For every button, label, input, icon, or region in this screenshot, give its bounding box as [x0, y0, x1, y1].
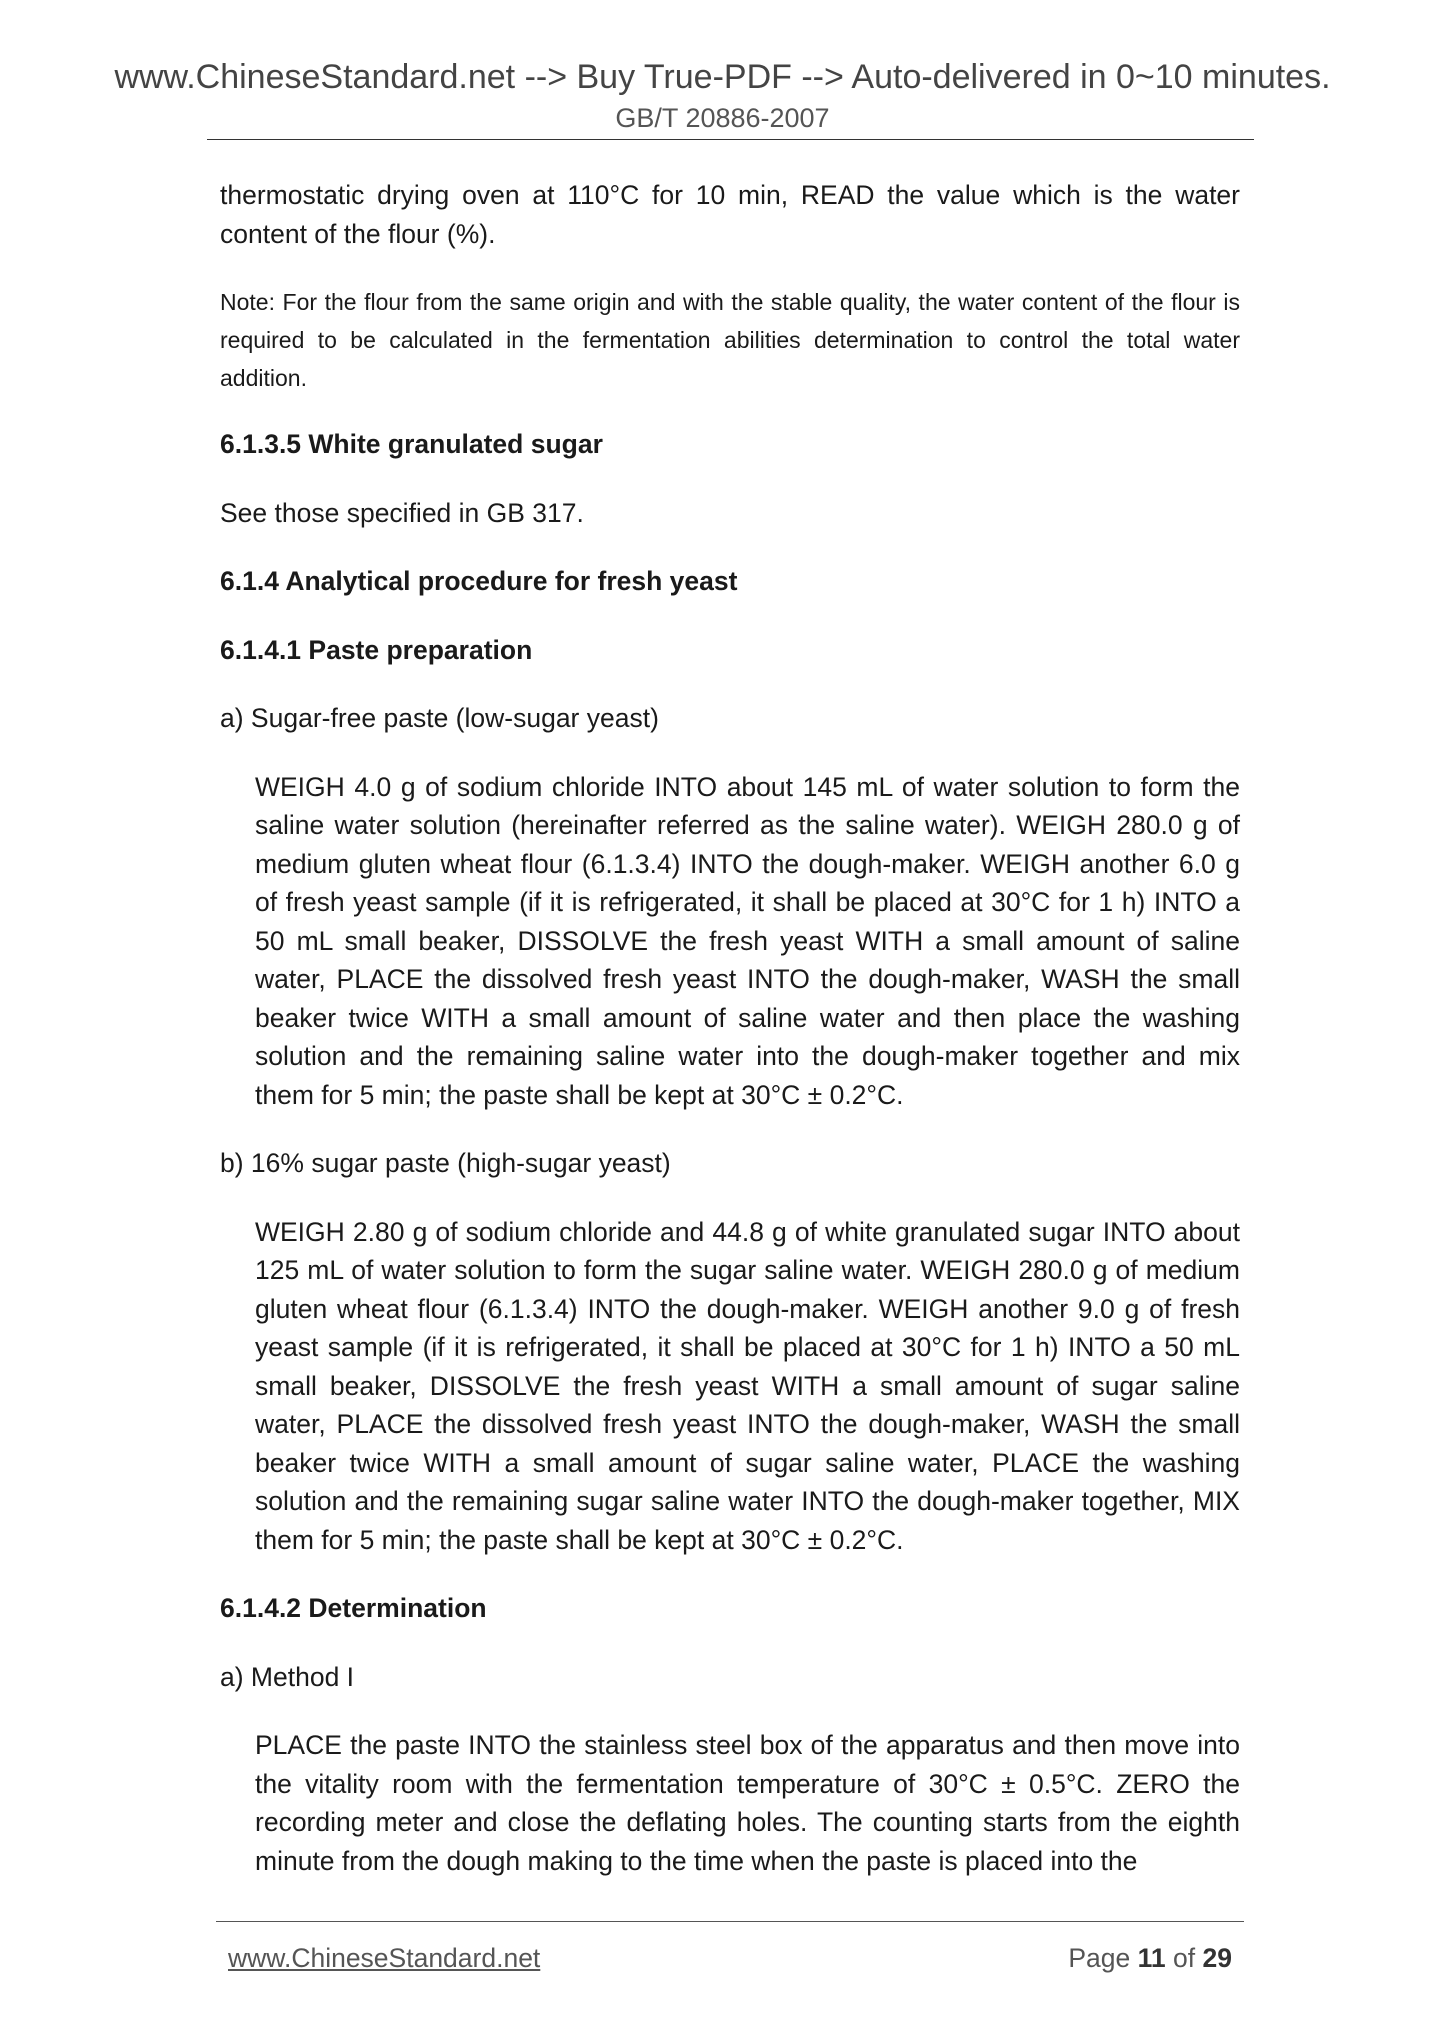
note-paragraph: Note: For the flour from the same origin and with the stable quality, the water content of the flour is required to be calculated in the fermentation abilities determination to control the total water addition. — [220, 289, 1240, 391]
heading-6-1-4-2: 6.1.4.2 Determination — [220, 1593, 487, 1623]
item-b-sugar-paste-text: WEIGH 2.80 g of sodium chloride and 44.8 g of white granulated sugar INTO about 125 mL of water solution to form the sugar saline water. WEIGH 280.0 g of medium gluten wheat flour (6.1.3.4) INTO the dough-maker. WEIGH another 9.0 g of fresh yeast sample (if it is refrigerated, it shall be placed at 30°C for 1 h) INTO a 50 mL small beaker, DISSOLVE the fresh yeast WITH a small amount of sugar saline water, PLACE the dissolved fresh yeast INTO the dough-maker, WASH the small beaker twice WITH a small amount of sugar saline water, PLACE the washing solution and the remaining sugar saline water INTO the dough-maker together, MIX them for 5 min; the paste shall be kept at 30°C ± 0.2°C. — [255, 1216, 1240, 1555]
document-body — [220, 176, 1240, 1910]
paragraph-oven: thermostatic drying oven at 110°C for 10 min, READ the value which is the water content of the flour (%). — [220, 180, 1240, 249]
standard-number: GB/T 20886-2007 — [615, 103, 830, 133]
page-of: of — [1173, 1943, 1196, 1973]
item-a-sugar-free-label: a) Sugar-free paste (low-sugar yeast) — [220, 703, 659, 733]
page-number — [1068, 1940, 1232, 1976]
header-banner[interactable]: www.ChineseStandard.net --> Buy True-PDF --> Auto-delivered in 0~10 minutes. — [114, 58, 1331, 96]
heading-6-1-4-1: 6.1.4.1 Paste preparation — [220, 634, 533, 665]
page-header — [0, 56, 1445, 136]
page-total: 29 — [1202, 1943, 1232, 1973]
heading-6-1-4: 6.1.4 Analytical procedure for fresh yeast — [220, 566, 738, 596]
item-a-sugar-free-text: WEIGH 4.0 g of sodium chloride INTO about 145 mL of water solution to form the saline water solution (hereinafter referred as the saline water). WEIGH 280.0 g of medium gluten wheat flour (6.1.3.4) INTO the dough-maker. WEIGH another 6.0 g of fresh yeast sample (if it is refrigerated, it shall be placed at 30°C for 1 h) INTO a 50 mL small beaker, DISSOLVE the fresh yeast WITH a small amount of saline water, PLACE the dissolved fresh yeast INTO the dough-maker, WASH the small beaker twice WITH a small amount of saline water and then place the washing solution and the remaining saline water into the dough-maker together and mix them for 5 min; the paste shall be kept at 30°C ± 0.2°C. — [255, 771, 1240, 1110]
method-1-label: a) Method I — [220, 1661, 355, 1692]
item-b-sugar-paste-label: b) 16% sugar paste (high-sugar yeast) — [220, 1148, 671, 1178]
paragraph-gb317: See those specified in GB 317. — [220, 497, 584, 528]
method-1-text: PLACE the paste INTO the stainless steel box of the apparatus and then move into the vitality room with the fermentation temperature of 30°C ± 0.5°C. ZERO the recording meter and close the deflating holes. The counting starts from the eighth minute from the dough making to the time when the paste is placed into the — [255, 1730, 1240, 1876]
heading-6-1-3-5: 6.1.3.5 White granulated sugar — [220, 429, 603, 459]
footer-divider — [216, 1921, 1244, 1922]
page-word: Page — [1068, 1943, 1131, 1973]
footer-site-link[interactable]: www.ChineseStandard.net — [228, 1943, 541, 1973]
header-divider — [207, 139, 1254, 140]
page-current: 11 — [1137, 1943, 1166, 1973]
